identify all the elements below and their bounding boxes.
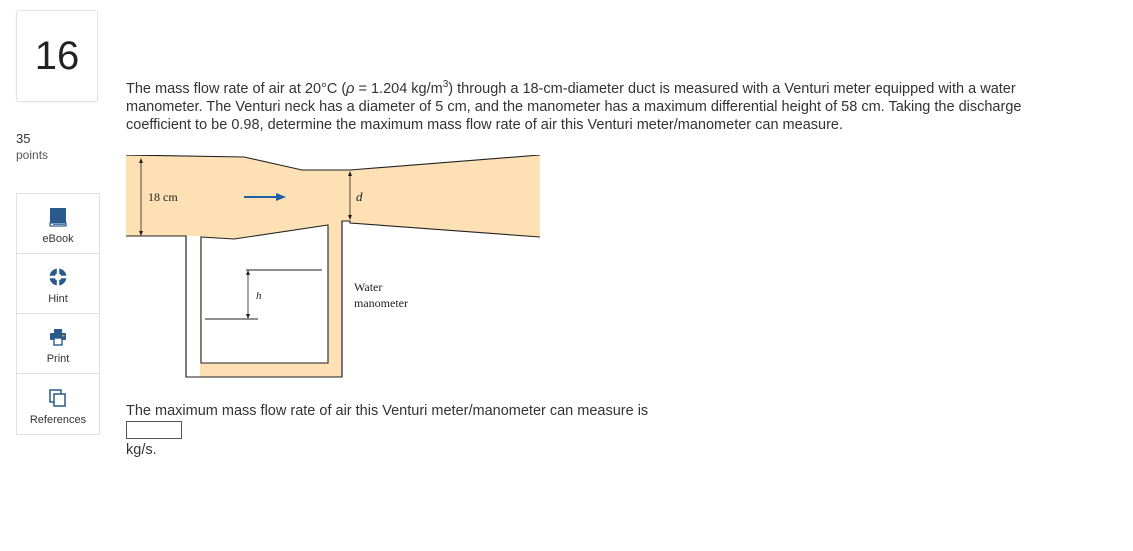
neck-label: d [356,189,363,204]
question-text-part2: = 1.204 kg/m [354,81,443,97]
ebook-label: eBook [42,233,74,245]
rho-symbol: ρ [346,81,355,97]
manometer-label-line2: manometer [354,296,408,310]
question-number: 16 [34,33,80,78]
ebook-button[interactable] [17,194,99,254]
duct-diameter-label: 18 cm [148,190,178,204]
copy-icon [48,388,68,408]
answer-unit: kg/s. [126,442,157,458]
manometer-inner [201,225,328,363]
venturi-diagram [126,155,542,381]
lifebuoy-icon [48,267,68,287]
duct-body [126,155,540,377]
question-text-part1: The mass flow rate of air at 20°C ( [126,81,347,97]
print-label: Print [46,353,70,365]
book-icon [48,207,68,227]
print-button[interactable] [17,314,99,374]
references-label: References [29,414,87,426]
manometer-label-line1: Water [354,280,383,294]
answer-input[interactable] [126,421,182,439]
hint-button[interactable] [17,254,99,314]
points-value: 35 [16,131,31,146]
height-label: h [256,290,262,302]
hint-label: Hint [48,293,68,305]
question-number-box [16,10,98,102]
printer-icon [48,327,68,347]
question-text-part3: ) through a 18-cm-diameter duct is measured with a Venturi meter equipped with a water manometer. The Venturi neck has a diameter of 5 cm, and the manometer has a maximum differential height of 58 cm. Taking the discharge coefficient to be 0.98, determine the maximum mass flow rate of air this Venturi meter/manometer can measure. [126,81,1022,133]
question-text [126,80,1056,134]
exponent: 3 [442,79,449,91]
points-label: points [16,148,49,162]
references-button[interactable] [17,374,99,434]
tools-panel [16,193,100,435]
answer-prompt: The maximum mass flow rate of air this Venturi meter/manometer can measure is [126,403,649,419]
